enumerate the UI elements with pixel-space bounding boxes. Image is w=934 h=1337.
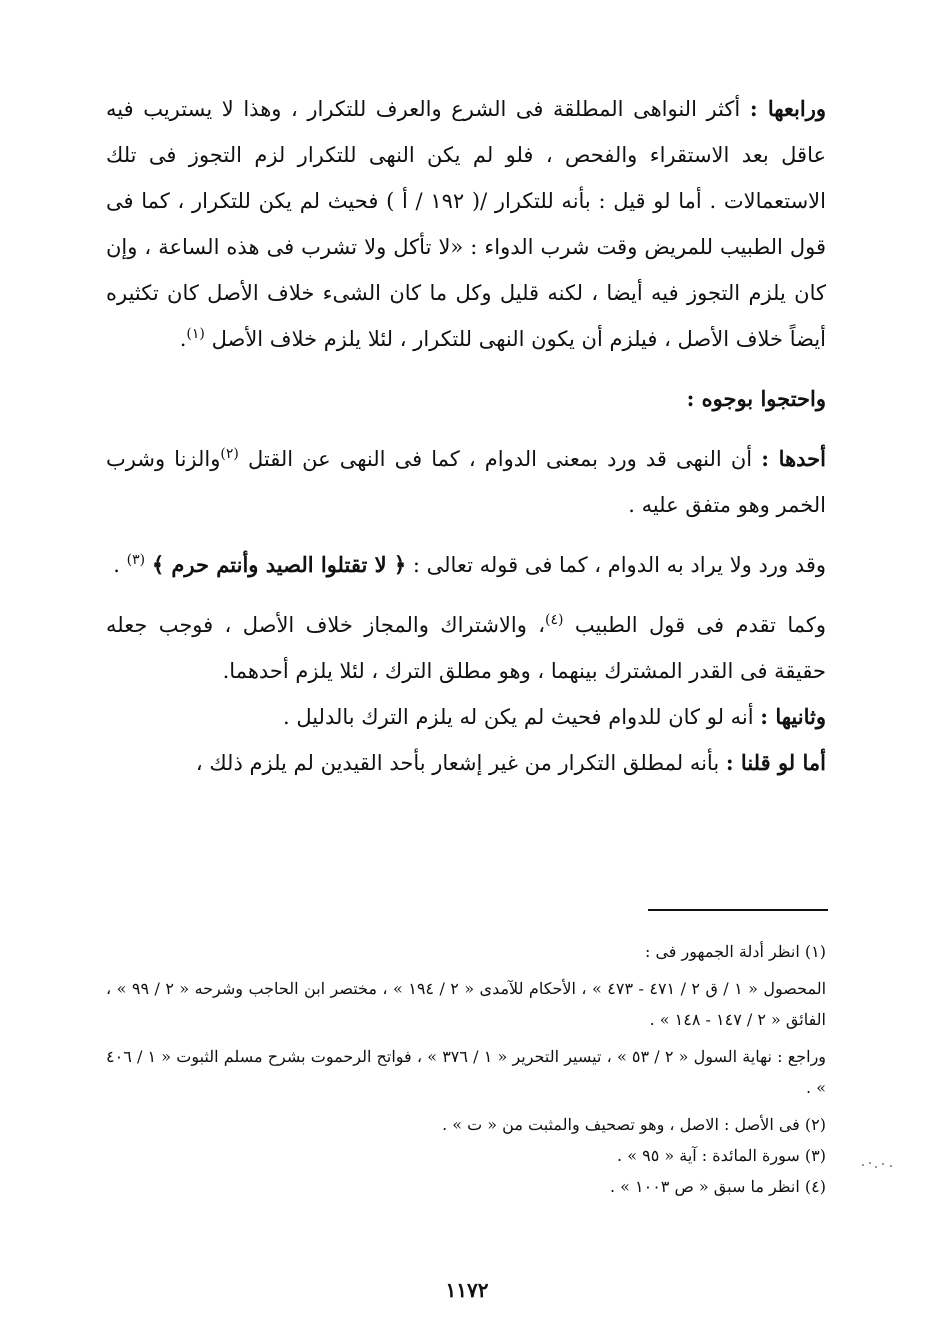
paragraph-text: أنه لو كان للدوام فحيث لم يكن له يلزم الترك بالدليل . xyxy=(282,705,754,729)
paragraph-text: ، والاشتراك والمجاز خلاف الأصل ، فوجب جعله حقيقة فى القدر المشترك بينهما ، وهو مطلق الترك ، لئلا يلزم أحدهما. xyxy=(106,613,826,683)
paragraph-text: وقد ورد ولا يراد به الدوام ، كما فى قوله تعالى : xyxy=(412,553,826,577)
paragraph-text: أكثر النواهى المطلقة فى الشرع والعرف للتكرار ، وهذا لا يستريب فيه عاقل بعد الاستقراء والفحص ، فلو لم يكن النهى للتكرار لزم التجوز فى تلك الاستعمالات . أما لو قيل : بأنه للتكرار /( ١٩٢ / أ ) فحيث لم يكن للتكرار ، كما فى قول الطبيب للمريض وقت شرب الدواء : «لا تأكل ولا تشرب فى هذه الساعة ، وإن كان يلزم التجوز فيه أيضا ، لكنه قليل وكل ما كان الشىء خلاف الأصل كان تكثيره أيضاً خلاف الأصل ، فيلزم أن يكون النهى للتكرار ، لئلا يلزم خلاف الأصل xyxy=(106,97,827,351)
paragraph-lead: ورابعها : xyxy=(749,96,826,121)
footnote-1-see-also: وراجع : نهاية السول « ٢ / ٥٣ » ، تيسير التحرير « ١ / ٣٧٦ » ، فواتح الرحموت بشرح مسلم الثبوت « ١ / ٤٠٦ » . xyxy=(106,1047,827,1097)
footnote-1-title: (١) انظر أدلة الجمهور فى : xyxy=(644,942,826,961)
paragraph-lead: أحدها : xyxy=(761,446,826,471)
footnote-2: (٢) فى الأصل : الاصل ، وهو تصحيف والمثبت من « ت » . xyxy=(442,1115,826,1134)
footnote-3: (٣) سورة المائدة : آية « ٩٥ » . xyxy=(617,1146,826,1165)
footnote-ref: (٣) xyxy=(126,552,146,568)
paragraph-end: . xyxy=(179,327,187,351)
main-text xyxy=(106,86,826,786)
paragraph-text: وكما تقدم فى قول الطبيب xyxy=(574,613,826,637)
paragraph-lead: وثانيها : xyxy=(760,704,826,729)
paragraph-text: أن النهى قد ورد بمعنى الدوام ، كما فى النهى عن القتل xyxy=(247,447,753,471)
footnote-separator xyxy=(648,909,828,911)
paragraph-text: والزنا وشرب الخمر وهو متفق عليه . xyxy=(106,447,826,517)
footnote-1-sources: المحصول « ١ / ق ٢ / ٤٧١ - ٤٧٣ » ، الأحكام للآمدى « ٢ / ١٩٤ » ، مختصر ابن الحاجب وشرحه « ٢ / ٩٩ » ، الفائق « ٢ / ١٤٧ - ١٤٨ » . xyxy=(106,979,827,1029)
paragraph-text: بأنه لمطلق التكرار من غير إشعار بأحد القيدين لم يلزم ذلك ، xyxy=(195,751,720,775)
quran-verse: ﴿ لا تقتلوا الصيد وأنتم حرم ﴾ xyxy=(151,552,407,577)
paragraph-first-evidence xyxy=(106,436,826,528)
paragraph-lead: أما لو قلنا : xyxy=(725,750,826,775)
scan-noise xyxy=(860,1160,900,1170)
paragraph-verse xyxy=(106,542,826,588)
footnote-ref: (٢) xyxy=(220,446,239,462)
page-number: ١١٧٢ xyxy=(445,1278,489,1302)
section-heading: واحتجوا بوجوه : xyxy=(686,386,826,411)
footnote-4: (٤) انظر ما سبق « ص ١٠٠٣ » . xyxy=(609,1177,826,1196)
footnotes xyxy=(106,936,826,1202)
footnote-ref: (٤) xyxy=(545,612,564,628)
paragraph-end: . xyxy=(113,553,120,577)
paragraph-second-evidence xyxy=(106,694,826,740)
paragraph-physician xyxy=(106,602,826,694)
paragraph-fourth-argument xyxy=(106,86,826,362)
footnote-ref: (١) xyxy=(186,326,205,342)
paragraph-if-we-said xyxy=(106,740,826,786)
